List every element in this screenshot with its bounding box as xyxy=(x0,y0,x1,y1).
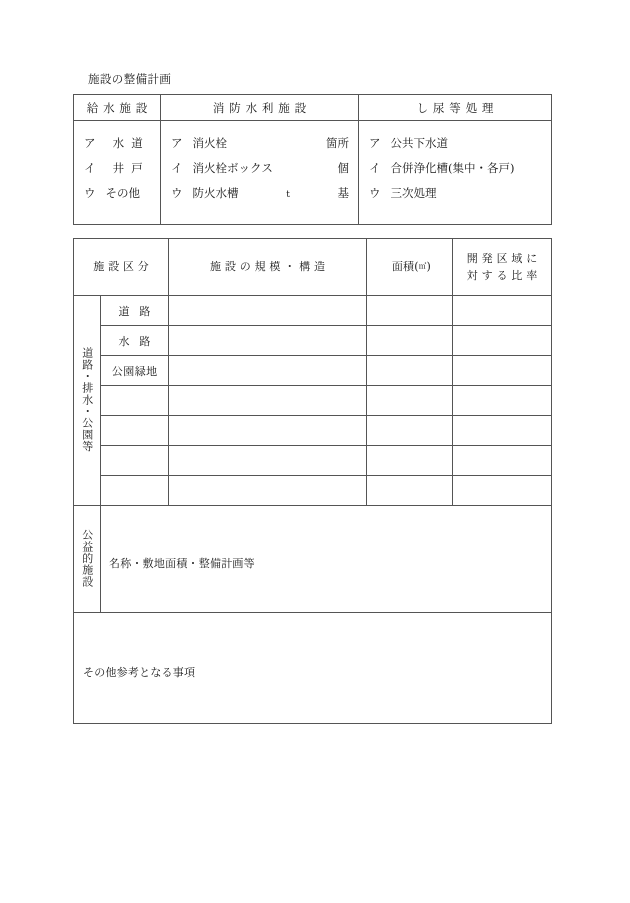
scale-row-2-ratio[interactable] xyxy=(453,356,552,386)
water-option-b[interactable] xyxy=(74,160,160,185)
remarks-table xyxy=(73,612,552,724)
remarks-input[interactable] xyxy=(74,613,552,724)
remarks-row xyxy=(74,613,552,724)
scale-header-area xyxy=(367,239,453,296)
scale-row-5-area[interactable] xyxy=(367,446,453,476)
scale-row-0-label-text: 道路 xyxy=(118,304,161,318)
fire-option-c-mark: ウ xyxy=(171,186,183,200)
sewage-option-c-mark: ウ xyxy=(369,186,381,200)
water-option-a[interactable] xyxy=(74,135,160,160)
scale-row-3-ratio[interactable] xyxy=(453,386,552,416)
facilities-header-row xyxy=(74,95,552,121)
scale-row-6-structure[interactable] xyxy=(169,476,367,506)
scale-row-1-area[interactable] xyxy=(367,326,453,356)
scale-header-category-label: 施設区分 xyxy=(93,260,153,274)
scale-row-2-area[interactable] xyxy=(367,356,453,386)
water-option-c-mark: ウ xyxy=(84,186,96,200)
scale-row-0-ratio[interactable] xyxy=(453,296,552,326)
water-option-a-label: 水道 xyxy=(112,136,150,150)
scale-row-2-label xyxy=(101,356,169,386)
water-option-list xyxy=(74,121,160,210)
fire-option-b[interactable] xyxy=(161,160,358,185)
scale-row-0-structure[interactable] xyxy=(169,296,367,326)
fire-option-b-mark: イ xyxy=(171,161,183,175)
public-facilities-table xyxy=(73,505,552,614)
sewage-option-list xyxy=(359,121,551,210)
scale-header-ratio xyxy=(453,239,552,296)
sewage-option-b[interactable] xyxy=(359,160,551,185)
public-facilities-label xyxy=(74,506,101,614)
scale-row-2-structure[interactable] xyxy=(169,356,367,386)
scale-row-3-label[interactable] xyxy=(101,386,169,416)
scale-row-6-label[interactable] xyxy=(101,476,169,506)
public-facilities-note: 名称・敷地面積・整備計画等 xyxy=(109,557,255,570)
fire-option-a-mark: ア xyxy=(171,136,183,150)
page-title: 施設の整備計画 xyxy=(88,72,172,86)
scale-row-1-ratio[interactable] xyxy=(453,326,552,356)
remarks-label: その他参考となる事項 xyxy=(83,666,196,679)
scale-row-5-label[interactable] xyxy=(101,446,169,476)
scale-row-6-area[interactable] xyxy=(367,476,453,506)
fire-option-b-label: 消火栓ボックス xyxy=(192,161,273,175)
scale-group-label xyxy=(74,296,101,506)
public-facilities-input[interactable] xyxy=(101,506,552,614)
scale-header-area-label: 面積(㎡) xyxy=(391,260,432,274)
fire-option-c-label: 防火水槽 xyxy=(192,186,239,200)
facilities-cell-water[interactable] xyxy=(74,121,161,225)
scale-header-ratio-line1: 開発区域に xyxy=(466,251,542,265)
facilities-header-sewage-label: し尿等処理 xyxy=(416,100,499,115)
facilities-header-water xyxy=(74,95,161,121)
water-option-c[interactable] xyxy=(74,185,160,210)
facilities-header-sewage xyxy=(359,95,552,121)
sewage-option-a-label: 公共下水道 xyxy=(390,136,448,150)
scale-row-2-label-text: 公園緑地 xyxy=(111,364,158,378)
scale-row-5-ratio[interactable] xyxy=(453,446,552,476)
table-row xyxy=(74,476,552,506)
facilities-header-water-label: 給水施設 xyxy=(86,100,153,115)
sewage-option-b-label: 合併浄化槽(集中・各戸) xyxy=(390,161,515,175)
scale-row-6-ratio[interactable] xyxy=(453,476,552,506)
scale-structure-table xyxy=(73,238,552,506)
scale-group-label-text: 道路・排水・公園等 xyxy=(80,346,94,452)
scale-row-1-label-text: 水路 xyxy=(118,334,161,348)
sewage-option-c[interactable] xyxy=(359,185,551,210)
scale-row-0-area[interactable] xyxy=(367,296,453,326)
sewage-option-c-label: 三次処理 xyxy=(390,186,437,200)
public-facilities-row xyxy=(74,506,552,614)
facilities-body-row xyxy=(74,121,552,225)
fire-option-c-unit: 基 xyxy=(337,186,349,200)
table-row xyxy=(74,356,552,386)
table-row xyxy=(74,446,552,476)
scale-row-0-label xyxy=(101,296,169,326)
scale-header-category xyxy=(74,239,169,296)
scale-row-4-ratio[interactable] xyxy=(453,416,552,446)
facilities-header-fire-label: 消防水利施設 xyxy=(212,100,311,115)
scale-header-ratio-line2: 対する比率 xyxy=(466,269,542,282)
facilities-cell-fire[interactable] xyxy=(161,121,359,225)
scale-header-row xyxy=(74,239,552,296)
sewage-option-a-mark: ア xyxy=(369,136,381,150)
public-facilities-label-text: 公益的施設 xyxy=(80,528,94,588)
scale-row-3-structure[interactable] xyxy=(169,386,367,416)
water-option-c-label: その他 xyxy=(105,186,140,200)
table-row xyxy=(74,326,552,356)
facilities-table xyxy=(73,94,552,225)
fire-option-c[interactable] xyxy=(161,185,358,210)
fire-option-a[interactable] xyxy=(161,135,358,160)
scale-row-5-structure[interactable] xyxy=(169,446,367,476)
facilities-cell-sewage[interactable] xyxy=(359,121,552,225)
fire-option-b-unit: 個 xyxy=(337,161,349,175)
sewage-option-a[interactable] xyxy=(359,135,551,160)
scale-row-1-label xyxy=(101,326,169,356)
scale-row-1-structure[interactable] xyxy=(169,326,367,356)
scale-row-3-area[interactable] xyxy=(367,386,453,416)
table-row xyxy=(74,296,552,326)
fire-option-a-label: 消火栓 xyxy=(192,136,227,150)
water-option-b-mark: イ xyxy=(84,161,96,175)
water-option-b-label: 井戸 xyxy=(112,161,150,175)
fire-option-list xyxy=(161,121,358,210)
table-row xyxy=(74,386,552,416)
scale-row-4-structure[interactable] xyxy=(169,416,367,446)
scale-row-4-label[interactable] xyxy=(101,416,169,446)
fire-option-c-middle: t xyxy=(286,190,290,200)
facilities-header-fire xyxy=(161,95,359,121)
sewage-option-b-mark: イ xyxy=(369,161,381,175)
table-row xyxy=(74,416,552,446)
scale-header-structure xyxy=(169,239,367,296)
scale-header-structure-label: 施設の規模・構造 xyxy=(210,260,329,274)
water-option-a-mark: ア xyxy=(84,136,96,150)
scale-row-4-area[interactable] xyxy=(367,416,453,446)
fire-option-a-unit: 箇所 xyxy=(326,136,349,150)
